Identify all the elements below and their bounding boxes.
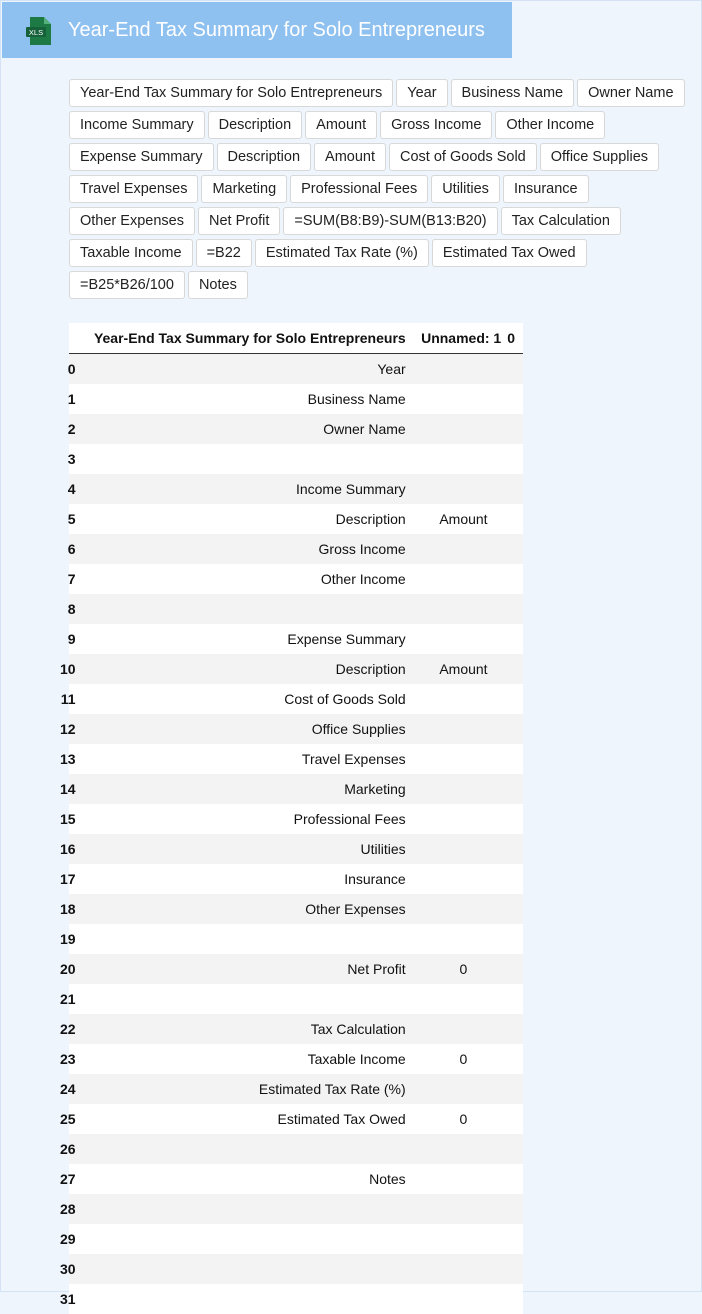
cell-chip[interactable]: Tax Calculation: [501, 207, 621, 235]
row-index: [69, 714, 77, 744]
row-index: [69, 1104, 77, 1134]
table-row: [69, 924, 523, 954]
row-index-label: 9: [68, 631, 76, 647]
row-index: [69, 864, 77, 894]
table-cell[interactable]: [412, 1164, 508, 1194]
row-index-label: 26: [60, 1141, 76, 1157]
table-cell[interactable]: [507, 534, 523, 564]
cell-chip[interactable]: Other Income: [495, 111, 605, 139]
table-cell[interactable]: [507, 894, 523, 924]
table-cell[interactable]: [507, 804, 523, 834]
table-cell[interactable]: [507, 984, 523, 1014]
table-row: [69, 1014, 523, 1044]
table-row: [69, 1044, 523, 1074]
table-cell[interactable]: Business Name: [77, 384, 412, 414]
row-index-label: 4: [68, 481, 76, 497]
table-cell[interactable]: [507, 1224, 523, 1254]
table-cell[interactable]: [507, 1134, 523, 1164]
table-row: [69, 594, 523, 624]
table-cell[interactable]: [507, 774, 523, 804]
cell-chip[interactable]: Year: [396, 79, 447, 107]
row-index-label: 20: [60, 961, 76, 977]
table-row: [69, 534, 523, 564]
data-table-container: [69, 323, 523, 1293]
table-cell[interactable]: [412, 474, 508, 504]
table-cell[interactable]: [507, 864, 523, 894]
row-index: [69, 504, 77, 534]
table-cell[interactable]: [412, 714, 508, 744]
table-cell[interactable]: [412, 924, 508, 954]
row-index: [69, 924, 77, 954]
table-cell[interactable]: Net Profit: [77, 954, 412, 984]
table-cell[interactable]: Gross Income: [77, 534, 412, 564]
row-index-label: 5: [68, 511, 76, 527]
row-index: [69, 1194, 77, 1224]
row-index: [69, 1044, 77, 1074]
row-index-label: 11: [61, 691, 76, 707]
table-row: [69, 384, 523, 414]
table-row: [69, 1164, 523, 1194]
table-cell[interactable]: Estimated Tax Rate (%): [77, 1074, 412, 1104]
row-index: [69, 414, 77, 444]
table-cell[interactable]: [507, 1254, 523, 1284]
header-bar: [2, 2, 512, 58]
row-index: [69, 1134, 77, 1164]
table-cell[interactable]: [507, 654, 523, 684]
table-cell[interactable]: [412, 894, 508, 924]
row-index-label: 18: [60, 901, 76, 917]
table-cell[interactable]: [507, 504, 523, 534]
table-cell[interactable]: Description: [77, 504, 412, 534]
row-index-label: 24: [60, 1081, 76, 1097]
table-cell[interactable]: [412, 594, 508, 624]
row-index-label: 16: [60, 841, 76, 857]
table-cell[interactable]: [77, 924, 412, 954]
cell-chip[interactable]: Taxable Income: [69, 239, 193, 267]
table-cell[interactable]: [507, 1194, 523, 1224]
table-cell[interactable]: [507, 1014, 523, 1044]
row-index: [69, 1224, 77, 1254]
cell-chip[interactable]: Net Profit: [198, 207, 280, 235]
table-cell[interactable]: Other Expenses: [77, 894, 412, 924]
table-body: [69, 354, 523, 1314]
table-row: [69, 1254, 523, 1284]
excel-file-icon: [25, 16, 52, 46]
excel-icon-label: XLS: [29, 28, 43, 37]
table-row: [69, 1284, 523, 1314]
row-index-label: 3: [68, 451, 76, 467]
table-cell[interactable]: Insurance: [77, 864, 412, 894]
table-row: [69, 744, 523, 774]
row-index: [69, 564, 77, 594]
table-row: [69, 1104, 523, 1134]
table-cell[interactable]: [77, 594, 412, 624]
table-row: [69, 894, 523, 924]
row-index: [69, 444, 77, 474]
row-index-label: 30: [60, 1261, 76, 1277]
row-index-label: 7: [68, 571, 76, 587]
table-header-row: [69, 323, 523, 354]
table-row: [69, 504, 523, 534]
row-index-label: 31: [60, 1291, 76, 1307]
table-cell[interactable]: Marketing: [77, 774, 412, 804]
table-cell[interactable]: Utilities: [77, 834, 412, 864]
table-row: [69, 684, 523, 714]
cell-chip[interactable]: Amount: [305, 111, 377, 139]
table-cell[interactable]: [77, 1194, 412, 1224]
row-index-label: 13: [60, 751, 76, 767]
table-cell[interactable]: [412, 1254, 508, 1284]
row-index: [69, 1074, 77, 1104]
table-cell[interactable]: 0: [412, 954, 508, 984]
table-cell[interactable]: Description: [77, 654, 412, 684]
cell-chip[interactable]: Cost of Goods Sold: [389, 143, 537, 171]
table-cell[interactable]: Cost of Goods Sold: [77, 684, 412, 714]
cell-chip[interactable]: Income Summary: [69, 111, 205, 139]
row-index-label: 2: [68, 421, 76, 437]
row-index-label: 27: [60, 1171, 76, 1187]
table-cell[interactable]: [412, 774, 508, 804]
table-cell[interactable]: [507, 354, 523, 385]
cell-chip[interactable]: Estimated Tax Rate (%): [255, 239, 429, 267]
row-index-label: 1: [68, 391, 76, 407]
table-cell[interactable]: [507, 684, 523, 714]
table-row: [69, 474, 523, 504]
row-index: [69, 834, 77, 864]
table-cell[interactable]: [507, 444, 523, 474]
row-index-label: 21: [60, 991, 76, 1007]
table-cell[interactable]: [507, 384, 523, 414]
table-cell[interactable]: [412, 384, 508, 414]
index-header: [69, 323, 77, 354]
table-cell[interactable]: [412, 534, 508, 564]
table-cell[interactable]: [412, 984, 508, 1014]
table-cell[interactable]: [77, 1284, 412, 1314]
cell-chip[interactable]: Insurance: [503, 175, 589, 203]
table-cell[interactable]: [412, 624, 508, 654]
table-cell[interactable]: [412, 834, 508, 864]
cell-chip[interactable]: Professional Fees: [290, 175, 428, 203]
cell-chip[interactable]: Travel Expenses: [69, 175, 198, 203]
table-row: [69, 834, 523, 864]
table-row: [69, 714, 523, 744]
table-cell[interactable]: [507, 954, 523, 984]
table-row: [69, 774, 523, 804]
row-index: [69, 474, 77, 504]
row-index: [69, 1164, 77, 1194]
row-index: [69, 954, 77, 984]
cell-chip[interactable]: Estimated Tax Owed: [432, 239, 587, 267]
cell-chip-list: [69, 79, 699, 299]
row-index-label: 14: [60, 781, 76, 797]
row-index: [69, 1254, 77, 1284]
table-row: [69, 954, 523, 984]
table-cell[interactable]: [507, 1074, 523, 1104]
column-header[interactable]: Year-End Tax Summary for Solo Entrepreneurs: [77, 323, 412, 354]
table-cell[interactable]: Owner Name: [77, 414, 412, 444]
row-index-label: 23: [60, 1051, 76, 1067]
cell-chip[interactable]: =SUM(B8:B9)-SUM(B13:B20): [283, 207, 497, 235]
cell-chip[interactable]: Year-End Tax Summary for Solo Entrepreneurs: [69, 79, 393, 107]
row-index-label: 29: [60, 1231, 76, 1247]
table-cell[interactable]: Taxable Income: [77, 1044, 412, 1074]
table-cell[interactable]: Tax Calculation: [77, 1014, 412, 1044]
row-index-label: 15: [60, 811, 76, 827]
row-index: [69, 354, 77, 385]
cell-chip[interactable]: Owner Name: [577, 79, 684, 107]
table-cell[interactable]: [507, 564, 523, 594]
row-index-label: 19: [60, 931, 76, 947]
table-row: [69, 1224, 523, 1254]
table-row: [69, 1194, 523, 1224]
cell-chip[interactable]: =B25*B26/100: [69, 271, 185, 299]
table-cell[interactable]: [507, 1104, 523, 1134]
row-index-label: 17: [60, 871, 76, 887]
cell-chip[interactable]: Description: [208, 111, 303, 139]
column-header[interactable]: Unnamed: 1: [412, 323, 508, 354]
row-index-label: 10: [60, 661, 76, 677]
row-index: [69, 594, 77, 624]
table-row: [69, 1074, 523, 1104]
table-cell[interactable]: [77, 1254, 412, 1284]
table-cell[interactable]: Amount: [412, 504, 508, 534]
row-index: [69, 1014, 77, 1044]
table-row: [69, 654, 523, 684]
table-cell[interactable]: 0: [412, 1104, 508, 1134]
cell-chip[interactable]: Gross Income: [380, 111, 492, 139]
table-cell[interactable]: [412, 744, 508, 774]
row-index-label: 12: [60, 721, 76, 737]
data-table: [69, 323, 523, 1314]
table-row: [69, 564, 523, 594]
cell-chip[interactable]: Utilities: [431, 175, 500, 203]
column-header[interactable]: 0: [507, 323, 523, 354]
table-cell[interactable]: [507, 744, 523, 774]
table-cell[interactable]: Professional Fees: [77, 804, 412, 834]
row-index-label: 8: [68, 601, 76, 617]
cell-chip[interactable]: =B22: [196, 239, 252, 267]
table-cell[interactable]: Income Summary: [77, 474, 412, 504]
table-cell[interactable]: Office Supplies: [77, 714, 412, 744]
table-cell[interactable]: [412, 354, 508, 385]
cell-chip[interactable]: Description: [217, 143, 312, 171]
table-cell[interactable]: [412, 1074, 508, 1104]
table-cell[interactable]: Year: [77, 354, 412, 385]
table-cell[interactable]: Expense Summary: [77, 624, 412, 654]
table-row: [69, 984, 523, 1014]
row-index-label: 0: [68, 361, 76, 377]
table-cell[interactable]: [77, 1134, 412, 1164]
table-cell[interactable]: [507, 714, 523, 744]
page-title: Year-End Tax Summary for Solo Entrepreneurs: [68, 17, 485, 43]
row-index-label: 6: [68, 541, 76, 557]
row-index: [69, 624, 77, 654]
cell-chip[interactable]: Marketing: [201, 175, 287, 203]
table-cell[interactable]: [412, 684, 508, 714]
row-index: [69, 804, 77, 834]
cell-chip[interactable]: Expense Summary: [69, 143, 214, 171]
table-cell[interactable]: [77, 444, 412, 474]
table-cell[interactable]: [412, 864, 508, 894]
row-index: [69, 684, 77, 714]
row-index: [69, 534, 77, 564]
table-cell[interactable]: [507, 414, 523, 444]
table-cell[interactable]: Amount: [412, 654, 508, 684]
table-cell[interactable]: [507, 474, 523, 504]
row-index: [69, 1284, 77, 1314]
row-index-label: 25: [60, 1111, 76, 1127]
row-index: [69, 774, 77, 804]
table-cell[interactable]: Estimated Tax Owed: [77, 1104, 412, 1134]
table-cell[interactable]: [507, 624, 523, 654]
table-cell[interactable]: [412, 444, 508, 474]
row-index: [69, 984, 77, 1014]
table-cell[interactable]: [412, 414, 508, 444]
table-cell[interactable]: [412, 1134, 508, 1164]
table-row: [69, 414, 523, 444]
table-cell[interactable]: [507, 834, 523, 864]
row-index: [69, 894, 77, 924]
table-cell[interactable]: [412, 1194, 508, 1224]
table-cell[interactable]: [412, 1224, 508, 1254]
table-row: [69, 624, 523, 654]
cell-chip[interactable]: Amount: [314, 143, 386, 171]
table-cell[interactable]: Notes: [77, 1164, 412, 1194]
row-index: [69, 744, 77, 774]
table-cell[interactable]: [77, 984, 412, 1014]
row-index: [69, 654, 77, 684]
row-index-label: 28: [60, 1201, 76, 1217]
table-cell[interactable]: [507, 1044, 523, 1074]
table-row: [69, 804, 523, 834]
table-row: [69, 1134, 523, 1164]
cell-chip[interactable]: Other Expenses: [69, 207, 195, 235]
table-cell[interactable]: [507, 1164, 523, 1194]
table-row: [69, 864, 523, 894]
cell-chip[interactable]: Business Name: [451, 79, 575, 107]
row-index: [69, 384, 77, 414]
table-cell[interactable]: [507, 924, 523, 954]
cell-chip[interactable]: Notes: [188, 271, 248, 299]
table-cell[interactable]: [412, 804, 508, 834]
table-row: [69, 444, 523, 474]
table-cell[interactable]: 0: [412, 1044, 508, 1074]
table-cell[interactable]: [507, 594, 523, 624]
table-cell[interactable]: [412, 564, 508, 594]
table-row: [69, 354, 523, 385]
table-cell[interactable]: [507, 1284, 523, 1314]
cell-chip[interactable]: Office Supplies: [540, 143, 659, 171]
table-cell[interactable]: [412, 1284, 508, 1314]
table-cell[interactable]: [412, 1014, 508, 1044]
row-index-label: 22: [60, 1021, 76, 1037]
table-cell[interactable]: Other Income: [77, 564, 412, 594]
table-cell[interactable]: Travel Expenses: [77, 744, 412, 774]
table-cell[interactable]: [77, 1224, 412, 1254]
